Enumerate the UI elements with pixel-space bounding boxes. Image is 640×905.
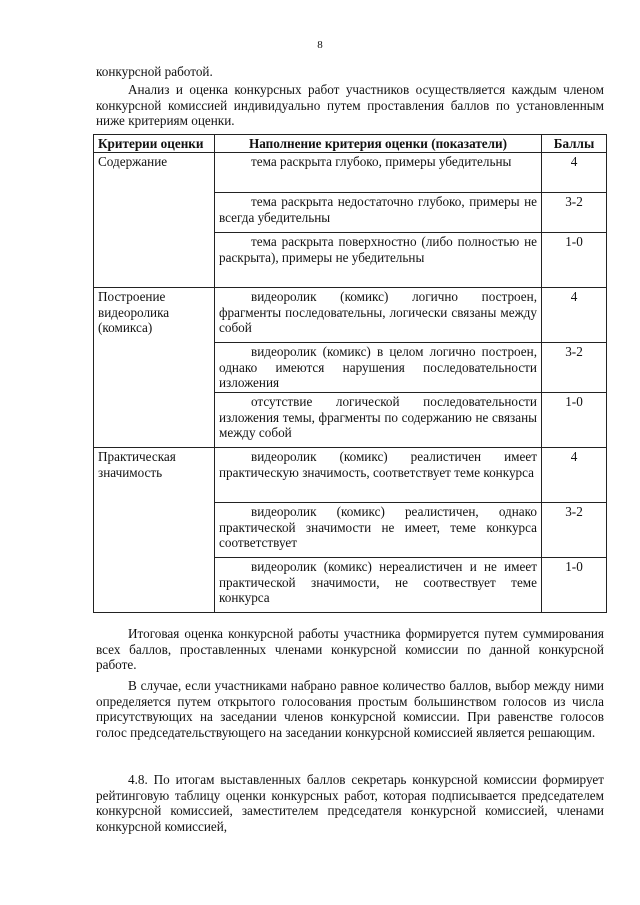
indicator-desc: тема раскрыта недостаточно глубоко, примеры не всегда убедительны [215, 193, 542, 233]
intro-paragraph: Анализ и оценка конкурсных работ участников осуществляется каждым членом конкурсной комиссией индивидуально путем проставления баллов по установленным ниже критериям оценки. [96, 82, 604, 128]
criterion-structure: Построение видеоролика (комикса) [94, 288, 215, 448]
score-value: 3-2 [542, 503, 607, 558]
indicator-desc: видеоролик (комикс) реалистичен, однако практической значимости не имеет, теме конкурса соответствует [215, 503, 542, 558]
score-value: 1-0 [542, 558, 607, 613]
header-indicators: Наполнение критерия оценки (показатели) [215, 135, 542, 153]
final-score-paragraph: Итоговая оценка конкурсной работы участника формируется путем суммирования всех баллов, проставленных членами конкурсной комиссии по данной конкурсной работе. [96, 626, 604, 672]
indicator-desc: отсутствие логической последовательности изложения темы, фрагменты по содержанию не связаны между собой [215, 393, 542, 448]
header-criteria: Критерии оценки [94, 135, 215, 153]
indicator-desc: видеоролик (комикс) в целом логично построен, однако имеются нарушения последовательности изложения [215, 343, 542, 393]
section-4-8-paragraph: 4.8. По итогам выставленных баллов секретарь конкурсной комиссии формирует рейтинговую таблицу оценки конкурсных работ, которая подписывается председателем конкурсной комиссией, заместителем председателя конкурсной комиссией, членами конкурсной комиссией, [96, 772, 604, 834]
score-value: 1-0 [542, 233, 607, 288]
indicator-desc: тема раскрыта поверхностно (либо полностью не раскрыта), примеры не убедительны [215, 233, 542, 288]
criteria-table [93, 134, 607, 613]
table-row [94, 448, 607, 503]
intro-line: конкурсной работой. [96, 64, 213, 79]
score-value: 3-2 [542, 193, 607, 233]
page-number: 8 [317, 39, 323, 51]
indicator-desc: видеоролик (комикс) реалистичен имеет практическую значимость, соответствует теме конкурса [215, 448, 542, 503]
score-value: 1-0 [542, 393, 607, 448]
score-value: 4 [542, 448, 607, 503]
criterion-content: Содержание [94, 153, 215, 288]
header-score: Баллы [542, 135, 607, 153]
indicator-desc: видеоролик (комикс) логично построен, фрагменты последовательны, логически связаны между собой [215, 288, 542, 343]
table-row [94, 288, 607, 343]
indicator-desc: видеоролик (комикс) нереалистичен и не имеет практической значимости, не соотвествует теме конкурса [215, 558, 542, 613]
criterion-practical: Практическая значимость [94, 448, 215, 613]
table-row [94, 153, 607, 193]
indicator-desc: тема раскрыта глубоко, примеры убедительны [215, 153, 542, 193]
tie-break-paragraph: В случае, если участниками набрано равное количество баллов, выбор между ними определяется путем открытого голосования простым большинством голосов из числа присутствующих на заседании членов конкурсной комиссии. При равенстве голосов голос председательствующего на заседании конкурсной комиссией является решающим. [96, 678, 604, 740]
score-value: 4 [542, 288, 607, 343]
score-value: 3-2 [542, 343, 607, 393]
table-header-row [94, 135, 607, 153]
score-value: 4 [542, 153, 607, 193]
